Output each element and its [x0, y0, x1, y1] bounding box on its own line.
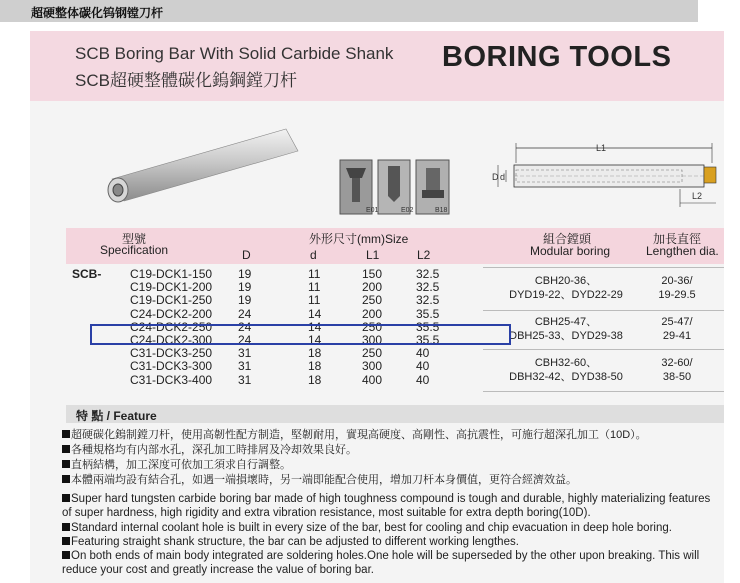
spec-model: C24-DCK2-300 — [130, 333, 213, 347]
dim-l1: 250 — [362, 293, 383, 308]
dim-l2: 32.5 — [416, 293, 440, 308]
bullet-icon — [62, 445, 70, 453]
bullet-icon — [62, 551, 70, 559]
catalog-page — [30, 31, 724, 583]
dim-l2: 35.5 — [416, 319, 440, 334]
modular-line: DBH25-33、DYD29-38 — [509, 330, 623, 342]
feature-en-4 — [62, 549, 722, 577]
modular-line: CBH25-47、 — [534, 316, 598, 328]
bullet-icon — [62, 494, 70, 502]
spec-model: C24-DCK2-200 — [130, 306, 213, 321]
feature-zh-text: 各種規格均有内部水孔，深孔加工時排屑及冷却效果良好。 — [71, 444, 357, 456]
part-label-e02: E02 — [401, 207, 414, 214]
spec-model: C31-DCK3-300 — [130, 359, 213, 374]
dim-d-minor: 18 — [308, 372, 322, 387]
spec-model: C31-DCK3-400 — [130, 372, 213, 387]
feature-en-3 — [62, 535, 722, 549]
header-d-major: D — [242, 248, 251, 262]
dim-d-major: 19 — [238, 280, 252, 295]
table-row — [66, 347, 508, 360]
header-spec-zh: 型號 — [122, 232, 147, 246]
dim-l2: 40 — [416, 346, 430, 361]
feature-zh-1 — [62, 428, 647, 442]
dim-d-major: 19 — [238, 267, 252, 281]
modular-line: CBH32-60、 — [534, 357, 598, 369]
dim-d-minor: 11 — [308, 293, 321, 308]
feature-zh-3 — [62, 458, 291, 472]
feature-zh-2 — [62, 443, 357, 457]
feature-heading: 特 點 / Feature — [76, 409, 157, 423]
group-separator — [483, 391, 724, 392]
length-line: 19-29.5 — [658, 289, 696, 301]
dim-d-major: 31 — [238, 372, 252, 387]
table-row — [66, 308, 508, 321]
feature-en-text: On both ends of main body integrated are soldering holes.One hole will be superseded by the other upon breaking. This will reduce your cost and greatly increase the value of boring bar. — [62, 550, 700, 576]
spec-prefix: SCB- — [72, 267, 102, 281]
catalog-header — [30, 31, 724, 101]
spec-model: C24-DCK2-250 — [130, 319, 213, 334]
bullet-icon — [62, 475, 70, 483]
header-l1: L1 — [366, 248, 380, 262]
dim-d-minor: 11 — [308, 267, 321, 281]
feature-en-2 — [62, 521, 722, 535]
dimension-diagram — [492, 135, 724, 213]
header-modular-en: Modular boring — [530, 244, 611, 258]
dim-l2: 35.5 — [416, 333, 440, 347]
spec-table-header — [66, 228, 724, 264]
feature-zh-text: 超硬碳化鎢制鏜刀杆，使用高韌性配方制造，堅韌耐用，實現高硬度、高剛性、高抗震性，可施行超深孔加工（10D）。 — [71, 429, 647, 441]
feature-zh-4 — [62, 473, 577, 487]
diagram-d-minor: d — [500, 172, 506, 182]
title-chinese: SCB超硬整體碳化鎢鋼鏜刀杆 — [75, 71, 297, 90]
header-length-en: Lengthen dia. — [646, 244, 719, 258]
dim-d-major: 24 — [238, 333, 252, 347]
header-l2: L2 — [417, 248, 431, 262]
brand-heading: BORING TOOLS — [442, 41, 672, 73]
dim-d-minor: 11 — [308, 280, 321, 295]
header-d-minor: d — [310, 248, 317, 262]
dim-l2: 32.5 — [416, 280, 440, 295]
diagram-l2: L2 — [692, 191, 703, 201]
title-english: SCB Boring Bar With Solid Carbide Shank — [75, 44, 394, 63]
dim-l2: 40 — [416, 359, 430, 374]
feature-zh-text: 本體兩端均設有結合孔，如遇一端損壞時，另一端即能配合使用，增加刀杆本身價值，更符合經濟效益。 — [71, 474, 577, 486]
dim-l1: 300 — [362, 333, 383, 347]
spec-model: C19-DCK1-150 — [130, 267, 213, 281]
spec-model: C31-DCK3-250 — [130, 346, 213, 361]
dim-d-major: 19 — [238, 293, 252, 308]
dim-d-minor: 14 — [308, 333, 322, 347]
length-line: 25-47/ — [661, 316, 693, 328]
dim-l1: 400 — [362, 372, 383, 387]
top-bar — [0, 0, 698, 22]
dim-d-major: 31 — [238, 346, 252, 361]
table-row — [66, 281, 508, 294]
header-modular-zh: 組合鏜頭 — [543, 232, 592, 246]
bullet-icon — [62, 523, 70, 531]
length-group-2 — [640, 315, 714, 343]
page-title: 超硬整体碳化钨钢镗刀杆 — [31, 6, 164, 20]
header-length-zh: 加長直徑 — [653, 232, 702, 246]
dim-l2: 35.5 — [416, 306, 440, 321]
dim-l1: 200 — [362, 280, 383, 295]
length-group-3 — [640, 356, 714, 384]
dim-l1: 300 — [362, 359, 383, 374]
table-row — [66, 294, 508, 307]
length-group-1 — [640, 274, 714, 302]
feature-en-text: Standard internal coolant hole is built in every size of the bar, best for cooling and chip evacuation in deep hole boring. — [71, 522, 672, 534]
bullet-icon — [62, 430, 70, 438]
feature-heading-bar — [66, 405, 724, 423]
modular-line: CBH20-36、 — [534, 275, 598, 287]
group-separator — [483, 310, 724, 311]
feature-en-1 — [62, 492, 722, 520]
dim-d-major: 31 — [238, 359, 252, 374]
group-separator — [483, 349, 724, 350]
dim-l1: 200 — [362, 306, 383, 321]
dim-l1: 150 — [362, 267, 383, 281]
part-label-e01: E01 — [366, 207, 379, 214]
dim-l2: 32.5 — [416, 267, 440, 281]
dim-d-minor: 18 — [308, 359, 322, 374]
header-size: 外形尺寸(mm)Size — [309, 232, 409, 246]
dim-d-minor: 14 — [308, 319, 322, 334]
boring-bar-image — [102, 127, 302, 207]
modular-line: DYD19-22、DYD22-29 — [509, 289, 623, 301]
header-spec-en: Specification — [100, 243, 169, 257]
dim-l1: 250 — [362, 319, 383, 334]
dim-l2: 40 — [416, 372, 430, 387]
length-line: 20-36/ — [661, 275, 693, 287]
modular-group-2 — [491, 315, 641, 343]
dim-d-minor: 14 — [308, 306, 322, 321]
spec-model: C19-DCK1-200 — [130, 280, 213, 295]
modular-group-1 — [491, 274, 641, 302]
length-line: 32-60/ — [661, 357, 693, 369]
feature-en-text: Super hard tungsten carbide boring bar made of high toughness compound is tough and durable, highly materializing features of super hardness, high rigidity and extra vibration resistance, most suitable for extra depth boring(10D). — [62, 493, 711, 519]
modular-line: DBH32-42、DYD38-50 — [509, 371, 623, 383]
bullet-icon — [62, 460, 70, 468]
modular-group-3 — [491, 356, 641, 384]
diagram-l1: L1 — [596, 143, 607, 153]
highlighted-row-frame — [90, 324, 511, 345]
diagram-d-major: D — [492, 172, 499, 182]
feature-en-text: Featuring straight shank structure, the bar can be adjusted to different working lengthes. — [71, 536, 519, 548]
length-line: 29-41 — [662, 330, 692, 342]
group-separator — [483, 267, 724, 268]
dim-l1: 250 — [362, 346, 383, 361]
table-row — [66, 374, 508, 387]
table-row — [66, 360, 508, 373]
spec-model: C19-DCK1-250 — [130, 293, 213, 308]
table-row — [66, 268, 508, 281]
length-line: 38-50 — [662, 371, 692, 383]
bullet-icon — [62, 537, 70, 545]
part-label-b18: B18 — [435, 207, 448, 214]
dim-d-major: 24 — [238, 306, 252, 321]
feature-zh-text: 直柄結構，加工深度可依加工須求自行調整。 — [71, 459, 291, 471]
dim-d-major: 24 — [238, 319, 252, 334]
dim-d-minor: 18 — [308, 346, 322, 361]
